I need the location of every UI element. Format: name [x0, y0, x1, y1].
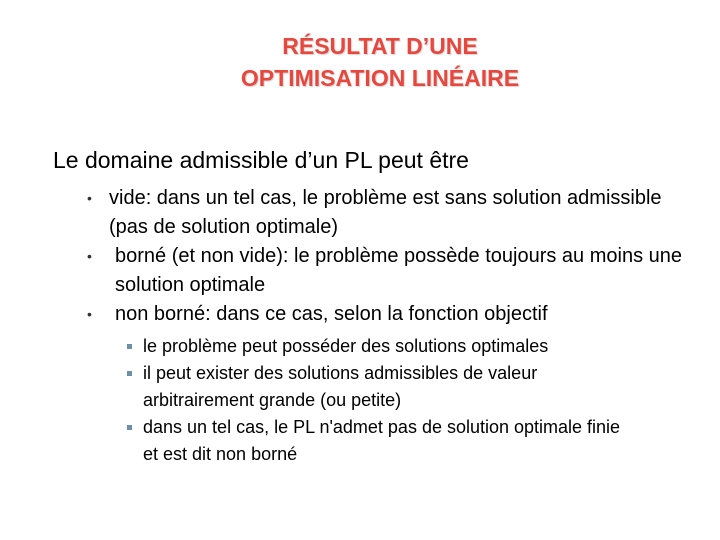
list-item-borne [53, 242, 693, 300]
sub-bullet-list [115, 333, 693, 468]
bullet-icon: • [87, 190, 92, 206]
title-line-1: RÉSULTAT D’UNE [282, 33, 478, 59]
bullet-icon: • [87, 248, 92, 264]
main-point: Le domaine admissible d’un PL peut être [53, 147, 469, 173]
list-item-vide [53, 184, 693, 242]
bullet-icon: • [87, 306, 92, 322]
square-bullet-icon [127, 344, 132, 349]
sub-list-item [53, 360, 631, 414]
list-item-text: borné (et non vide): le problème possède toujours au moins une solution optimale [115, 245, 683, 296]
square-bullet-icon [127, 425, 132, 430]
list-item-text: vide: dans un tel cas, le problème est sans solution admissible (pas de solution optimale) [109, 187, 662, 238]
sub-list-item-text: il peut exister des solutions admissibles de valeur arbitrairement grande (ou petite) [143, 363, 538, 410]
title-line-2: OPTIMISATION LINÉAIRE [240, 65, 520, 91]
sub-list-item-text: le problème peut posséder des solutions optimales [143, 336, 549, 356]
list-item-text: non borné: dans ce cas, selon la fonction objectif [115, 303, 548, 325]
slide-body [53, 146, 693, 468]
slide-title [0, 30, 720, 94]
list-item-non-borne [53, 300, 693, 468]
square-bullet-icon [127, 371, 132, 376]
sub-list-item [53, 333, 631, 360]
bullet-list [53, 184, 693, 468]
sub-list-item-text: dans un tel cas, le PL n'admet pas de solution optimale finie et est dit non borné [143, 417, 621, 464]
sub-list-item [53, 414, 631, 468]
